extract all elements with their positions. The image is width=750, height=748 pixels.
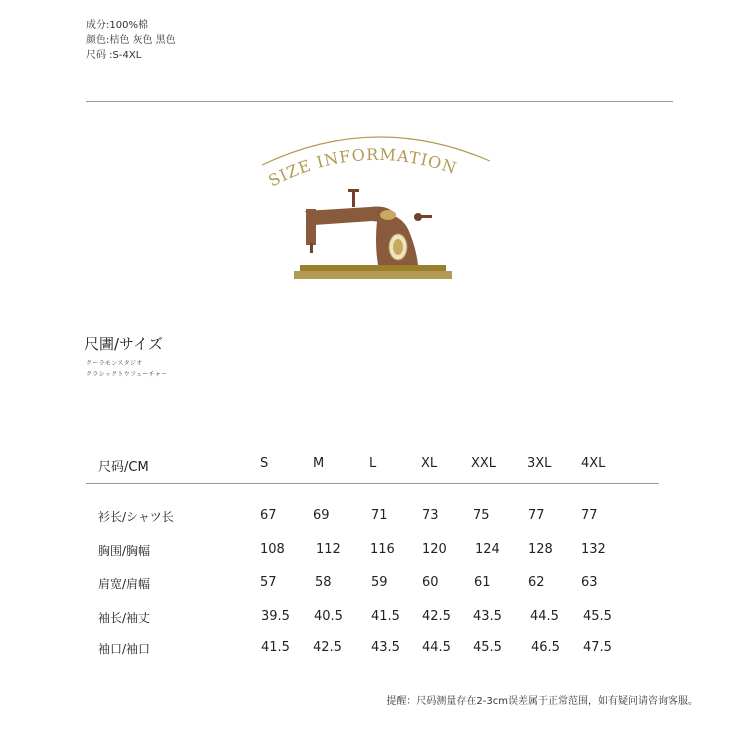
table-cell: 132 [581,542,606,557]
column-header: XXL [471,456,497,471]
emblem-arc-text: SIZE INFORMATION [265,144,460,191]
row-label: 袖长/袖丈 [98,611,151,625]
table-cell: 42.5 [422,609,451,624]
table-cell: 43.5 [473,609,502,624]
column-header: 4XL [581,456,606,471]
row-label: 袖口/袖口 [98,642,151,656]
row-label: 肩宽/肩幅 [98,577,151,591]
table-cell: 128 [528,542,553,557]
table-cell: 46.5 [531,640,560,655]
table-cell: 77 [528,508,545,523]
row-label: 胸围/胸幅 [98,544,151,558]
sizes-text: 尺码 :S-4XL [86,50,142,61]
table-cell: 43.5 [371,640,400,655]
table-header-label: 尺码/CM [98,460,149,475]
footer-note: 提醒：尺码测量存在2-3cm误差属于正常范围，如有疑问请咨询客服。 [386,696,698,707]
row-label: 衫长/シャツ长 [98,510,174,524]
table-cell: 59 [371,575,388,590]
table-cell: 40.5 [314,609,343,624]
table-cell: 61 [474,575,491,590]
column-header: L [369,456,377,471]
table-cell: 116 [370,542,395,557]
table-cell: 67 [260,508,277,523]
table-cell: 47.5 [583,640,612,655]
table-cell: 45.5 [583,609,612,624]
table-cell: 124 [475,542,500,557]
table-cell: 57 [260,575,277,590]
table-cell: 112 [316,542,341,557]
column-header: 3XL [527,456,552,471]
table-cell: 63 [581,575,598,590]
colors-text: 颜色:桔色 灰色 黑色 [86,35,176,46]
table-cell: 41.5 [261,640,290,655]
table-cell: 120 [422,542,447,557]
section-subtitle-2: クラシックトウフューチャー [86,371,168,378]
table-cell: 58 [315,575,332,590]
section-subtitle-1: クーラモンスタジオ [86,360,143,367]
table-cell: 44.5 [422,640,451,655]
table-cell: 71 [371,508,388,523]
column-header: S [260,456,269,471]
table-cell: 42.5 [313,640,342,655]
column-header: XL [421,456,438,471]
table-cell: 73 [422,508,439,523]
table-cell: 69 [313,508,330,523]
table-cell: 75 [473,508,490,523]
table-cell: 41.5 [371,609,400,624]
section-title: 尺圕/サイズ [84,335,163,353]
table-cell: 108 [260,542,285,557]
column-header: M [313,456,325,471]
table-cell: 62 [528,575,545,590]
table-cell: 44.5 [530,609,559,624]
table-divider [86,483,659,484]
table-cell: 77 [581,508,598,523]
composition-text: 成分:100%棉 [86,20,148,31]
table-cell: 45.5 [473,640,502,655]
table-cell: 60 [422,575,439,590]
table-cell: 39.5 [261,609,290,624]
